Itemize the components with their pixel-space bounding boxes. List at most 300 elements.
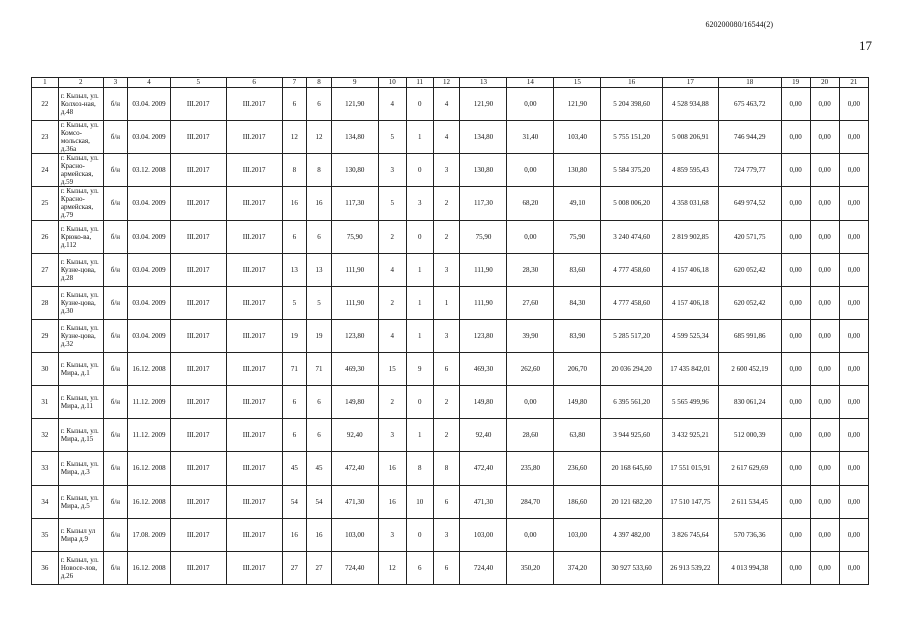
- table-cell: 4 777 458,60: [601, 286, 663, 319]
- table-cell: 0,00: [781, 88, 810, 121]
- table-cell: 3 944 925,60: [601, 419, 663, 452]
- table-cell: б/н: [103, 154, 128, 187]
- table-cell: 34: [32, 485, 59, 518]
- table-cell: г. Кызыл, ул. Крюко-ва, д.112: [58, 220, 103, 253]
- table-cell: 121,90: [554, 88, 601, 121]
- table-cell: 0,00: [781, 353, 810, 386]
- table-cell: 49,10: [554, 187, 601, 220]
- table-cell: 724 779,77: [718, 154, 781, 187]
- table-cell: г. Кызыл, ул. Комсо-мольская, д.36а: [58, 121, 103, 154]
- table-cell: 13: [307, 253, 332, 286]
- table-cell: 0,00: [781, 485, 810, 518]
- table-cell: 111,90: [331, 253, 378, 286]
- table-cell: 20 036 294,20: [601, 353, 663, 386]
- table-cell: 92,40: [460, 419, 507, 452]
- table-cell: 71: [282, 353, 307, 386]
- table-cell: 2 600 452,19: [718, 353, 781, 386]
- table-cell: г. Кызыл, ул. Мира, д.15: [58, 419, 103, 452]
- table-cell: 0,00: [781, 386, 810, 419]
- table-cell: 30: [32, 353, 59, 386]
- table-cell: б/н: [103, 220, 128, 253]
- table-cell: 6: [433, 353, 460, 386]
- table-cell: 0: [406, 88, 433, 121]
- table-cell: 0,00: [810, 353, 839, 386]
- table-cell: III.2017: [226, 286, 282, 319]
- table-cell: 420 571,75: [718, 220, 781, 253]
- table-cell: 8: [433, 452, 460, 485]
- table-cell: 134,80: [331, 121, 378, 154]
- table-cell: 469,30: [331, 353, 378, 386]
- table-cell: г. Кызыл ул Мира д.9: [58, 518, 103, 551]
- table-cell: 0,00: [781, 319, 810, 352]
- table-cell: III.2017: [170, 319, 226, 352]
- table-cell: 0: [406, 154, 433, 187]
- table-cell: 83,90: [554, 319, 601, 352]
- table-cell: III.2017: [170, 253, 226, 286]
- table-cell: 03.04. 2009: [128, 121, 171, 154]
- table-cell: 570 736,36: [718, 518, 781, 551]
- table-cell: 284,70: [507, 485, 554, 518]
- table-cell: 84,30: [554, 286, 601, 319]
- table-cell: 75,90: [460, 220, 507, 253]
- table-cell: 16: [307, 518, 332, 551]
- table-cell: 0,00: [810, 187, 839, 220]
- table-cell: 0,00: [781, 518, 810, 551]
- table-cell: III.2017: [226, 154, 282, 187]
- table-cell: 2: [433, 419, 460, 452]
- table-cell: 3: [378, 419, 406, 452]
- table-cell: 117,30: [331, 187, 378, 220]
- table-cell: 2: [433, 386, 460, 419]
- table-cell: 121,90: [331, 88, 378, 121]
- table-cell: III.2017: [226, 187, 282, 220]
- table-cell: 5 008 006,20: [601, 187, 663, 220]
- table-cell: 6 395 561,20: [601, 386, 663, 419]
- table-cell: 0,00: [839, 353, 868, 386]
- table-cell: 4 013 994,38: [718, 551, 781, 584]
- table-cell: 27,60: [507, 286, 554, 319]
- table-cell: 111,90: [331, 286, 378, 319]
- table-cell: 92,40: [331, 419, 378, 452]
- table-cell: 0: [406, 518, 433, 551]
- table-cell: 1: [406, 253, 433, 286]
- table-cell: 4: [378, 253, 406, 286]
- table-cell: 472,40: [460, 452, 507, 485]
- table-cell: 0,00: [810, 485, 839, 518]
- table-row: [32, 551, 869, 584]
- table-cell: 83,60: [554, 253, 601, 286]
- column-header: 6: [226, 78, 282, 88]
- table-cell: 117,30: [460, 187, 507, 220]
- table-cell: 20 168 645,60: [601, 452, 663, 485]
- table-cell: 2: [433, 187, 460, 220]
- table-cell: 3: [378, 154, 406, 187]
- table-cell: 8: [406, 452, 433, 485]
- table-cell: б/н: [103, 187, 128, 220]
- table-cell: 2: [433, 220, 460, 253]
- column-header: 11: [406, 78, 433, 88]
- table-cell: 130,80: [554, 154, 601, 187]
- table-row: [32, 121, 869, 154]
- table-cell: 6: [282, 88, 307, 121]
- table-cell: б/н: [103, 353, 128, 386]
- table-cell: 149,80: [331, 386, 378, 419]
- table-cell: 3: [378, 518, 406, 551]
- table-cell: 6: [307, 386, 332, 419]
- table-cell: 13: [282, 253, 307, 286]
- table-cell: 28,60: [507, 419, 554, 452]
- table-cell: 0,00: [810, 154, 839, 187]
- table-cell: 03.04. 2009: [128, 253, 171, 286]
- column-header: 20: [810, 78, 839, 88]
- table-cell: 75,90: [331, 220, 378, 253]
- table-cell: 24: [32, 154, 59, 187]
- table-cell: 4 397 482,00: [601, 518, 663, 551]
- column-header: 13: [460, 78, 507, 88]
- table-cell: 63,80: [554, 419, 601, 452]
- table-cell: 16: [282, 187, 307, 220]
- header-row: [32, 78, 869, 88]
- table-cell: 5: [378, 187, 406, 220]
- table-cell: 0,00: [810, 419, 839, 452]
- table-cell: 830 061,24: [718, 386, 781, 419]
- table-cell: 0,00: [781, 286, 810, 319]
- table-cell: 0,00: [810, 121, 839, 154]
- table-cell: 25: [32, 187, 59, 220]
- table-cell: 45: [282, 452, 307, 485]
- table-cell: 121,90: [460, 88, 507, 121]
- table-cell: 03.04. 2009: [128, 187, 171, 220]
- table-cell: III.2017: [170, 353, 226, 386]
- table-row: [32, 419, 869, 452]
- page-number: 17: [859, 38, 872, 53]
- table-cell: 2: [378, 286, 406, 319]
- table-cell: 512 000,39: [718, 419, 781, 452]
- table-cell: 11.12. 2009: [128, 419, 171, 452]
- table-cell: 6: [406, 551, 433, 584]
- table-cell: 45: [307, 452, 332, 485]
- table-cell: 6: [307, 419, 332, 452]
- table-cell: III.2017: [170, 187, 226, 220]
- table-cell: 6: [282, 220, 307, 253]
- table-cell: 31: [32, 386, 59, 419]
- table-cell: 23: [32, 121, 59, 154]
- table-cell: 1: [406, 286, 433, 319]
- table-cell: 0,00: [781, 220, 810, 253]
- column-header: 12: [433, 78, 460, 88]
- column-header: 2: [58, 78, 103, 88]
- table-cell: 17 510 147,75: [662, 485, 718, 518]
- data-table: [31, 77, 869, 585]
- table-cell: III.2017: [226, 518, 282, 551]
- table-cell: III.2017: [170, 88, 226, 121]
- column-header: 8: [307, 78, 332, 88]
- table-cell: 1: [433, 286, 460, 319]
- table-cell: 0,00: [781, 452, 810, 485]
- table-cell: 0: [406, 386, 433, 419]
- table-cell: 471,30: [331, 485, 378, 518]
- table-cell: 5: [378, 121, 406, 154]
- table-cell: 4 599 525,34: [662, 319, 718, 352]
- table-cell: 0,00: [781, 551, 810, 584]
- table-cell: г. Кызыл, ул. Мира, д.11: [58, 386, 103, 419]
- table-cell: 26: [32, 220, 59, 253]
- table-cell: 374,20: [554, 551, 601, 584]
- table-cell: 4: [378, 319, 406, 352]
- table-cell: 4 358 031,68: [662, 187, 718, 220]
- table-cell: 4: [433, 121, 460, 154]
- table-cell: III.2017: [170, 518, 226, 551]
- table-cell: 206,70: [554, 353, 601, 386]
- table-cell: 16.12. 2008: [128, 551, 171, 584]
- table-cell: 262,60: [507, 353, 554, 386]
- table-cell: г. Кызыл, ул. Мира, д.5: [58, 485, 103, 518]
- table-cell: б/н: [103, 386, 128, 419]
- table-cell: III.2017: [226, 452, 282, 485]
- table-cell: 39,90: [507, 319, 554, 352]
- table-cell: 3: [433, 518, 460, 551]
- column-header: 7: [282, 78, 307, 88]
- table-cell: б/н: [103, 518, 128, 551]
- table-cell: 0,00: [839, 319, 868, 352]
- table-cell: 0,00: [810, 220, 839, 253]
- table-cell: III.2017: [226, 419, 282, 452]
- table-cell: 16: [307, 187, 332, 220]
- table-cell: 0,00: [781, 253, 810, 286]
- table-cell: 471,30: [460, 485, 507, 518]
- column-header: 10: [378, 78, 406, 88]
- table-cell: 3: [433, 253, 460, 286]
- table-cell: III.2017: [170, 419, 226, 452]
- table-cell: 0,00: [781, 121, 810, 154]
- table-cell: 103,40: [554, 121, 601, 154]
- table-cell: 724,40: [460, 551, 507, 584]
- table-cell: 54: [282, 485, 307, 518]
- table-cell: г. Кызыл, ул. Кузне-цова, д.32: [58, 319, 103, 352]
- table-row: [32, 187, 869, 220]
- table-cell: 0,00: [507, 220, 554, 253]
- table-cell: 28,30: [507, 253, 554, 286]
- table-cell: 33: [32, 452, 59, 485]
- table-cell: 68,20: [507, 187, 554, 220]
- table-cell: 0,00: [839, 154, 868, 187]
- table-cell: 103,00: [554, 518, 601, 551]
- table-cell: 71: [307, 353, 332, 386]
- table-cell: г. Кызыл, ул. Мира, д.1: [58, 353, 103, 386]
- table-cell: 5 755 151,20: [601, 121, 663, 154]
- table-cell: 6: [282, 386, 307, 419]
- table-cell: III.2017: [170, 452, 226, 485]
- table-cell: III.2017: [226, 220, 282, 253]
- table-cell: 16: [378, 485, 406, 518]
- table-cell: 30 927 533,60: [601, 551, 663, 584]
- table-cell: 6: [433, 551, 460, 584]
- table-row: [32, 452, 869, 485]
- table-cell: III.2017: [226, 253, 282, 286]
- table-cell: 0,00: [839, 485, 868, 518]
- table-cell: 12: [307, 121, 332, 154]
- column-header: 3: [103, 78, 128, 88]
- table-cell: III.2017: [226, 319, 282, 352]
- table-cell: 134,80: [460, 121, 507, 154]
- table-cell: 22: [32, 88, 59, 121]
- table-cell: 4: [433, 88, 460, 121]
- table-cell: г. Кызыл, ул. Кузне-цова, д.28: [58, 253, 103, 286]
- table-row: [32, 386, 869, 419]
- table-cell: 03.12. 2008: [128, 154, 171, 187]
- table-cell: 31,40: [507, 121, 554, 154]
- table-cell: 17 551 015,91: [662, 452, 718, 485]
- table-cell: 186,60: [554, 485, 601, 518]
- table-cell: 0,00: [810, 253, 839, 286]
- table-cell: 10: [406, 485, 433, 518]
- table-cell: 236,60: [554, 452, 601, 485]
- table-cell: 32: [32, 419, 59, 452]
- table-cell: 103,00: [460, 518, 507, 551]
- table-cell: 5 584 375,20: [601, 154, 663, 187]
- table-cell: 27: [307, 551, 332, 584]
- table-cell: 685 991,86: [718, 319, 781, 352]
- table-cell: 130,80: [331, 154, 378, 187]
- table-cell: 1: [406, 121, 433, 154]
- table-cell: 0,00: [810, 518, 839, 551]
- table-cell: 17 435 842,01: [662, 353, 718, 386]
- table-cell: 0,00: [839, 121, 868, 154]
- table-cell: б/н: [103, 419, 128, 452]
- table-cell: 235,80: [507, 452, 554, 485]
- table-cell: 8: [282, 154, 307, 187]
- table-cell: б/н: [103, 485, 128, 518]
- table-cell: 149,80: [460, 386, 507, 419]
- table-cell: III.2017: [226, 485, 282, 518]
- table-cell: 0,00: [810, 286, 839, 319]
- table-cell: 0,00: [781, 419, 810, 452]
- table-cell: 0,00: [781, 154, 810, 187]
- table-cell: 123,80: [331, 319, 378, 352]
- table-cell: 0,00: [507, 88, 554, 121]
- table-cell: г. Кызыл, ул. Новосе-лов, д.26: [58, 551, 103, 584]
- table-cell: 5: [307, 286, 332, 319]
- table-cell: III.2017: [170, 551, 226, 584]
- table-cell: 5: [282, 286, 307, 319]
- table-cell: б/н: [103, 253, 128, 286]
- table-cell: 03.04. 2009: [128, 286, 171, 319]
- column-header: 1: [32, 78, 59, 88]
- table-cell: 16: [378, 452, 406, 485]
- table-cell: г. Кызыл, ул. Красно-армейская, д.59: [58, 154, 103, 187]
- table-cell: III.2017: [170, 220, 226, 253]
- table-cell: 620 052,42: [718, 286, 781, 319]
- table-cell: 3: [433, 319, 460, 352]
- table-cell: 4 859 595,43: [662, 154, 718, 187]
- table-row: [32, 319, 869, 352]
- table-cell: 03.04. 2009: [128, 88, 171, 121]
- table-cell: б/н: [103, 452, 128, 485]
- column-header: 14: [507, 78, 554, 88]
- table-cell: 3 240 474,60: [601, 220, 663, 253]
- table-cell: 4 528 934,88: [662, 88, 718, 121]
- table-cell: 03.04. 2009: [128, 220, 171, 253]
- table-cell: 5 204 398,60: [601, 88, 663, 121]
- table-cell: 12: [282, 121, 307, 154]
- table-cell: III.2017: [170, 286, 226, 319]
- table-cell: 03.04. 2009: [128, 319, 171, 352]
- table-cell: 4: [378, 88, 406, 121]
- table-cell: 5 008 206,91: [662, 121, 718, 154]
- table-cell: III.2017: [226, 386, 282, 419]
- table-row: [32, 220, 869, 253]
- table-cell: 0,00: [839, 452, 868, 485]
- table-cell: 0,00: [839, 253, 868, 286]
- table-cell: 746 944,29: [718, 121, 781, 154]
- table-cell: 0,00: [839, 551, 868, 584]
- table-cell: 9: [406, 353, 433, 386]
- table-cell: 0,00: [839, 88, 868, 121]
- table-cell: 0: [406, 220, 433, 253]
- table-cell: 0,00: [839, 187, 868, 220]
- table-cell: 130,80: [460, 154, 507, 187]
- table-cell: 0,00: [839, 518, 868, 551]
- table-cell: 26 913 539,22: [662, 551, 718, 584]
- column-header: 5: [170, 78, 226, 88]
- table-cell: 4 157 406,18: [662, 286, 718, 319]
- column-header: 18: [718, 78, 781, 88]
- table-cell: III.2017: [170, 154, 226, 187]
- table-cell: 35: [32, 518, 59, 551]
- column-header: 9: [331, 78, 378, 88]
- table-cell: 2 617 629,69: [718, 452, 781, 485]
- table-cell: 1: [406, 419, 433, 452]
- table-cell: 0,00: [839, 286, 868, 319]
- table-cell: 5 285 517,20: [601, 319, 663, 352]
- table-cell: 16.12. 2008: [128, 452, 171, 485]
- table-cell: 6: [307, 220, 332, 253]
- table-cell: 724,40: [331, 551, 378, 584]
- table-cell: 17.08. 2009: [128, 518, 171, 551]
- table-row: [32, 353, 869, 386]
- table-cell: 111,90: [460, 286, 507, 319]
- table-cell: 4 777 458,60: [601, 253, 663, 286]
- table-cell: 75,90: [554, 220, 601, 253]
- table-cell: 12: [378, 551, 406, 584]
- table-cell: б/н: [103, 88, 128, 121]
- table-cell: 123,80: [460, 319, 507, 352]
- table-cell: 16.12. 2008: [128, 485, 171, 518]
- table-cell: 16: [282, 518, 307, 551]
- table-cell: 3: [433, 154, 460, 187]
- table-cell: 20 121 682,20: [601, 485, 663, 518]
- table-cell: 6: [433, 485, 460, 518]
- table-cell: 0,00: [810, 88, 839, 121]
- table-cell: 19: [282, 319, 307, 352]
- table-cell: 0,00: [839, 220, 868, 253]
- document-code: 620200080/16544(2): [705, 20, 773, 29]
- table-cell: 2 819 902,85: [662, 220, 718, 253]
- table-row: [32, 154, 869, 187]
- table-cell: 0,00: [810, 452, 839, 485]
- table-cell: 27: [282, 551, 307, 584]
- table-cell: 29: [32, 319, 59, 352]
- table-cell: 0,00: [781, 187, 810, 220]
- table-cell: 350,20: [507, 551, 554, 584]
- table-cell: 149,80: [554, 386, 601, 419]
- table-cell: 6: [282, 419, 307, 452]
- table-cell: г. Кызыл, ул. Мира, д.3: [58, 452, 103, 485]
- table-cell: III.2017: [226, 88, 282, 121]
- table-cell: 27: [32, 253, 59, 286]
- table-cell: б/н: [103, 286, 128, 319]
- table-cell: III.2017: [226, 121, 282, 154]
